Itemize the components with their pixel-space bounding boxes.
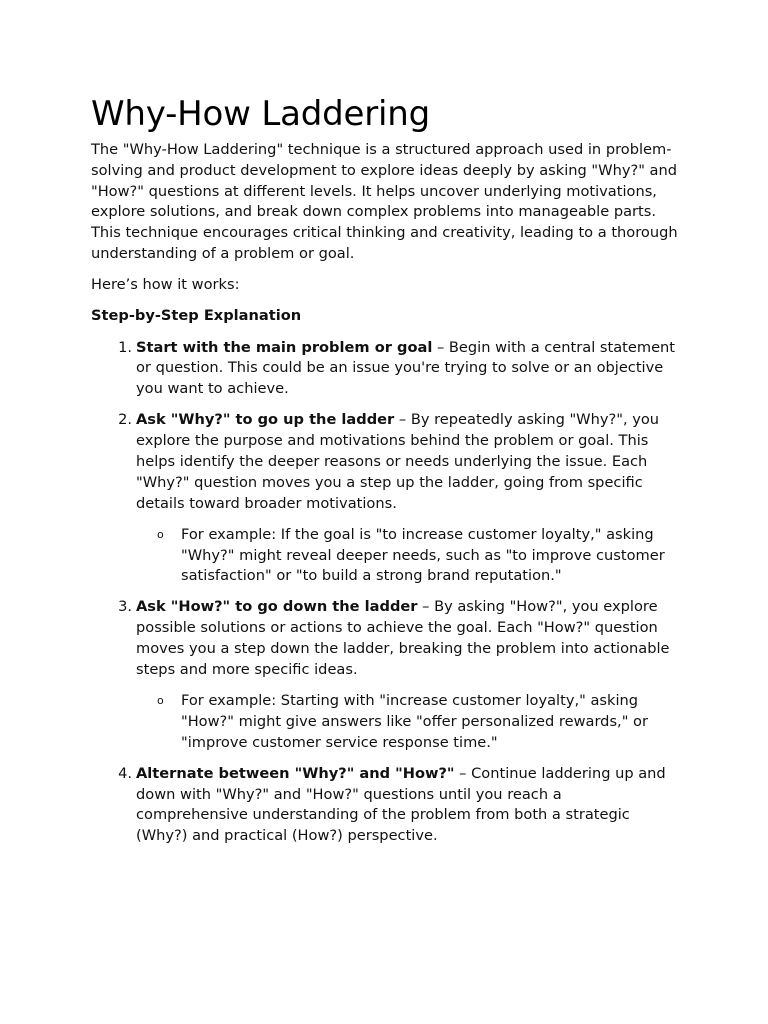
example-text: For example: Starting with "increase customer loyalty," asking "How?" might give answers like "offer personalized rewards," or "improve customer service response time." bbox=[181, 692, 648, 751]
step-number: 3. bbox=[118, 598, 132, 616]
sub-list bbox=[136, 525, 678, 587]
list-item bbox=[157, 525, 678, 587]
step-text: – Continue laddering up and down with "Why?" and "How?" questions until you reach a comprehensive understanding of the problem from both a strategic (Why?) and practical (How?) perspective. bbox=[136, 764, 666, 845]
example-text: For example: If the goal is "to increase customer loyalty," asking "Why?" might reveal deeper needs, such as "to improve customer satisfaction" or "to build a strong brand reputation." bbox=[181, 525, 665, 585]
step-lead: Start with the main problem or goal bbox=[136, 338, 433, 356]
step-lead: Ask "Why?" to go up the ladder bbox=[136, 411, 395, 429]
page-title: Why-How Laddering bbox=[91, 94, 430, 134]
bullet-icon: o bbox=[157, 527, 164, 541]
intro-paragraph: The "Why-How Laddering" technique is a structured approach used in problem-solving and product development to explore ideas deeply by asking "Why?" and "How?" questions at different levels. It helps uncover underlying motivations, explore solutions, and break down complex problems into manageable parts. This technique encourages critical thinking and creativity, leading to a thorough understanding of a problem or goal. bbox=[91, 141, 678, 262]
step-text: – By asking "How?", you explore possible solutions or actions to achieve the goal. Each "How?" question moves you a step down the ladder, breaking the problem into actionable steps and more specific ideas. bbox=[136, 598, 670, 678]
step-number: 4. bbox=[118, 764, 132, 782]
step-lead: Ask "How?" to go down the ladder bbox=[136, 598, 418, 616]
sub-list bbox=[136, 691, 678, 753]
list-item bbox=[118, 338, 678, 400]
step-text: – Begin with a central statement or question. This could be an issue you're trying to solve or an objective you want to achieve. bbox=[136, 338, 676, 398]
bullet-icon: o bbox=[157, 694, 164, 708]
list-item bbox=[118, 764, 678, 847]
lead-in-paragraph: Here’s how it works: bbox=[91, 276, 240, 294]
step-number: 2. bbox=[118, 411, 132, 429]
steps-list bbox=[91, 338, 678, 847]
step-lead: Alternate between "Why?" and "How?" bbox=[136, 764, 455, 782]
section-heading: Step-by-Step Explanation bbox=[91, 307, 302, 325]
list-item bbox=[157, 691, 678, 753]
step-text: – By repeatedly asking "Why?", you explore the purpose and motivations behind the problem or goal. This helps identify the deeper reasons or needs underlying the issue. Each "Why?" question moves you a step up the ladder, going from specific details toward broader motivations. bbox=[136, 411, 660, 512]
list-item bbox=[118, 410, 678, 587]
step-number: 1. bbox=[118, 338, 132, 356]
list-item bbox=[118, 597, 678, 753]
